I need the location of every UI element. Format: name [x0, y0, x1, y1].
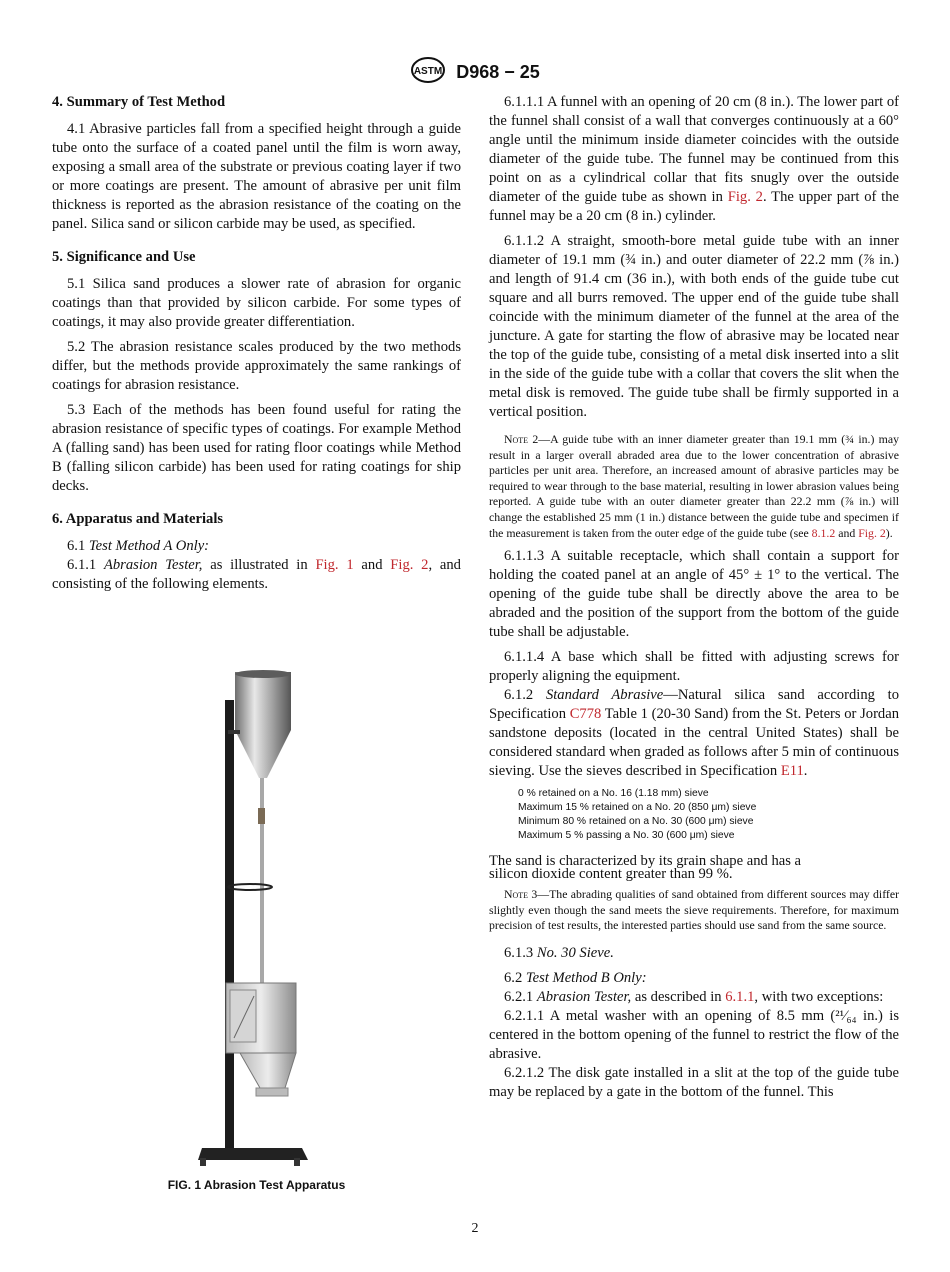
para-6-2-1: 6.2.1 Abrasion Tester, as described in 6.1.1, with two exceptions: [504, 988, 884, 1005]
para-6-1-1-2: 6.1.1.2 A straight, smooth-bore metal guide tube with an inner diameter of 19.1 mm (¾ in.) and outer diameter of 22.2 mm (⅞ in.) and length of 91.4 cm (36 in.), with both ends of the guide tube cut square and all burrs removed. The upper end of the guide tube shall coincide with the minimum diameter of the funnel at the area of the juncture. A gate for starting the flow of abrasive may be located near the top of the guide tube, consisting of a metal disk inserted into a slit in the side of the guide tube with a collar that covers the slit when the metal disk is removed. The guide tube shall be firmly supported in a vertical position. [489, 233, 899, 420]
note-3: Note 3—The abrading qualities of sand obtained from different sources may differ slightly even though the sand meets the sieve requirements. Therefore, for maximum precision of test results, the interested parties should use sand from the same source. [489, 887, 899, 933]
para-6-1-1-1: 6.1.1.1 A funnel with an opening of 20 cm (8 in.). The lower part of the funnel shall consist of a wall that converges continuously at a 60° angle until the minimum inside diameter coincides with the outside diameter of the guide tube. The funnel may be continued from this point on as a cylindrical collar that fits snugly over the outside diameter of the guide tube as shown in Fig. 2. The upper part of the funnel may be a 20 cm (8 in.) cylinder. [489, 94, 900, 224]
fig2-link[interactable]: Fig. 2 [390, 557, 429, 573]
sieve-item: Maximum 15 % retained on a No. 20 (850 μm) sieve [518, 802, 757, 814]
c778-link[interactable]: C778 [569, 706, 602, 723]
sieve-item: Maximum 5 % passing a No. 30 (600 μm) sieve [518, 830, 735, 842]
right-column [489, 93, 899, 1108]
logo-text: ASTM [414, 66, 443, 77]
sand-description: The sand is characterized by its grain shape and has a silicon dioxide content greater than 99 %. [489, 853, 802, 883]
astm-logo-icon [410, 56, 446, 89]
para-5-1: 5.1 Silica sand produces a slower rate of abrasion for organic coatings than that provided by silicon carbide. For some types of coatings, it may also provide greater differentiation. [52, 276, 461, 330]
fig2-link-c[interactable]: Fig. 2 [858, 525, 886, 540]
sieve-list [518, 787, 899, 843]
section-8-1-2-link[interactable]: 8.1.2 [811, 525, 836, 540]
support-pole [225, 700, 234, 1155]
section-5-title: 5. Significance and Use [52, 249, 196, 265]
base-plate [198, 1148, 308, 1160]
section-6-1-1-link[interactable]: 6.1.1 [725, 988, 755, 1005]
e11-link[interactable]: E11 [780, 763, 804, 780]
para-6-1-3: 6.1.3 No. 30 Sieve. [504, 944, 614, 961]
para-6-1-1: 6.1.1 Abrasion Tester, as illustrated in Fig. 1 and Fig. 2, and consisting of the following elements. [52, 557, 461, 592]
document-designation: D968 − 25 [456, 62, 540, 82]
para-6-1-1-3: 6.1.1.3 A suitable receptacle, which shall contain a support for holding the coated panel at an angle of 45° ± 1° to the vertical. The opening of the guide tube shall be directly above the area to be abraded and the position of the support from the bottom of the guide tube shall be adjustable. [489, 548, 899, 641]
sieve-item: 0 % retained on a No. 16 (1.18 mm) sieve [518, 788, 709, 800]
hopper [240, 1053, 296, 1088]
sieve-item: Minimum 80 % retained on a No. 30 (600 μm) sieve [518, 816, 754, 828]
para-6-1-2: 6.1.2 Standard Abrasive—Natural silica sand according to Specification C778 Table 1 (20-30 Sand) from the St. Peters or Jordan sandstone deposits (located in the central United States) shall be considered standard when graded as follows after 5 min of continuous sieving. Use the sieves described in Specification E11. [489, 687, 900, 780]
section-6-title: 6. Apparatus and Materials [52, 511, 224, 527]
abrasion-tester-figure [190, 668, 320, 1168]
para-4-1: 4.1 Abrasive particles fall from a specified height through a guide tube onto the surface of a coated panel until the film is worn away, exposing a small area of the substrate or previous coating layer if two or more coatings are present. The amount of abrasive per unit film thickness is reported as the abrasion resistance of the coating on the panel. Silica sand or silicon carbide may be used, as specified. [52, 121, 461, 232]
fig2-link-b[interactable]: Fig. 2 [727, 189, 763, 205]
page-number: 2 [471, 1221, 479, 1236]
left-column [52, 93, 461, 600]
para-5-3: 5.3 Each of the methods has been found useful for rating the abrasion resistance of specific types of coatings. For example Method A (falling sand) has been used for rating floor coatings while Method B (falling silicon carbide) has been used for rating coatings for ship decks. [52, 402, 461, 494]
para-6-2-1-1: 6.2.1.1 A metal washer with an opening of 8.5 mm (²¹⁄₆₄ in.) is centered in the bottom opening of the funnel to restrict the flow of the abrasive. [489, 1007, 899, 1062]
para-6-2-1-2: 6.2.1.2 The disk gate installed in a slit at the top of the guide tube may be replaced by a gate in the bottom of the funnel. This [489, 1064, 899, 1100]
para-6-2: 6.2 Test Method B Only: [504, 969, 647, 986]
para-6-1: 6.1 Test Method A Only: [67, 538, 210, 554]
fig1-link[interactable]: Fig. 1 [315, 557, 354, 573]
note-2: Note 2—A guide tube with an inner diameter greater than 19.1 mm (¾ in.) may result in a larger overall abraded area due to the lower concentration of abrasive particles per unit area. Therefore, an increased amount of abrasive particles may be required to wear through to the base material, resulting in lower abrasion values being reported. A guide tube with an outer diameter greater than 22.2 mm (⅞ in.) will change the established 25 mm (1 in.) distance between the guide tube and specimen if the measurement is taken from the outer edge of the guide tube (see 8.1.2 and Fig. 2). [489, 432, 899, 540]
section-4-title: 4. Summary of Test Method [52, 94, 226, 110]
figure-caption: FIG. 1 Abrasion Test Apparatus [167, 1178, 346, 1192]
funnel-cone [235, 730, 291, 778]
para-5-2: 5.2 The abrasion resistance scales produced by the two methods differ, but the methods provide approximately the same rankings of coatings for abrasion resistance. [52, 339, 461, 393]
funnel-cylinder [235, 672, 291, 730]
page-header [0, 56, 950, 89]
para-6-1-1-4: 6.1.1.4 A base which shall be fitted with adjusting screws for properly aligning the equipment. [489, 649, 899, 685]
